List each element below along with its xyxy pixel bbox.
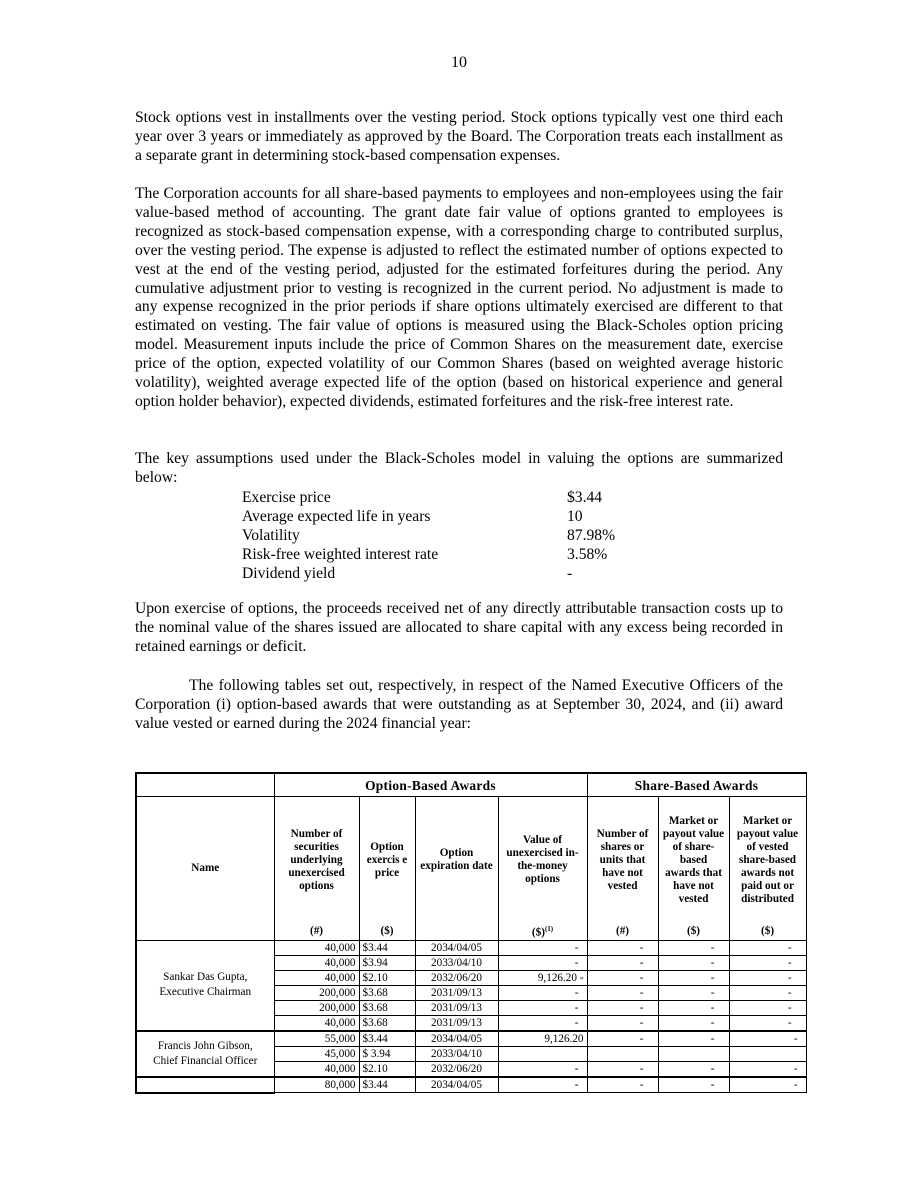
unit-market-unvested: ($): [658, 923, 729, 940]
group-header-blank: [136, 773, 274, 797]
cell-market-unvested: -: [658, 1077, 729, 1093]
cell-num-shares: [587, 1046, 658, 1061]
group-header-share-based: Share-Based Awards: [587, 773, 806, 797]
footnote-marker: (1): [544, 925, 554, 933]
cell-market-vested: -: [729, 970, 806, 985]
cell-option-price: $3.68: [359, 1015, 415, 1031]
cell-num-shares: -: [587, 1031, 658, 1047]
cell-option-price: $3.44: [359, 940, 415, 955]
unit-market-vested: ($): [729, 923, 806, 940]
cell-value-itm: -: [498, 1000, 587, 1015]
cell-value-itm: -: [498, 955, 587, 970]
paragraph-accounting: The Corporation accounts for all share-based payments to employees and non-employees using the fair value-based method of accounting. The grant date fair value of options granted to employees is recognized as stock-based compensation expense, with a corresponding charge to contributed surplus, over the vesting period. The expense is adjusted to reflect the estimated number of options expected to vest at the end of the vesting period, adjusted for the estimated forfeitures during the period. Any cumulative adjustment prior to vesting is recognized in the current period. No adjustment is made to any expense recognized in the prior periods if share options ultimately exercised are different to that estimated on vesting. The fair value of options is measured using the Black-Scholes option pricing model. Measurement inputs include the price of Common Shares on the measurement date, exercise price of the option, expected volatility of our Common Shares (based on weighted average historic volatility), weighted average expected life of the option (based on historical experience and general option holder behavior), expected dividends, estimated forfeitures and the risk-free interest rate.: [135, 185, 783, 410]
cell-option-price: $3.68: [359, 1000, 415, 1015]
assumptions-list: [242, 488, 667, 583]
paragraph-exercise-proceeds: Upon exercise of options, the proceeds received net of any directly attributable transaction costs up to the nominal value of the shares issued are allocated to share capital with any excess being recorded in retained earnings or deficit.: [135, 600, 783, 655]
cell-value-itm: -: [498, 940, 587, 955]
cell-market-unvested: -: [658, 1031, 729, 1047]
cell-market-vested: -: [729, 955, 806, 970]
cell-num-securities: 80,000: [274, 1077, 359, 1093]
cell-market-unvested: -: [658, 985, 729, 1000]
group-header-option-based: Option-Based Awards: [274, 773, 587, 797]
cell-num-shares: -: [587, 1061, 658, 1077]
cell-value-itm: -: [498, 1015, 587, 1031]
cell-market-unvested: -: [658, 940, 729, 955]
assumption-row: [242, 526, 667, 545]
cell-market-vested: -: [729, 985, 806, 1000]
table-row: [136, 1031, 806, 1047]
unit-option-price: ($): [359, 923, 415, 940]
page-number: 10: [451, 54, 467, 71]
assumption-row: [242, 545, 667, 564]
cell-option-price: $ 3.94: [359, 1046, 415, 1061]
column-header-market-unvested: Market or payout value of share-based awards that have not vested: [658, 797, 729, 924]
column-header-num-shares: Number of shares or units that have not vested: [587, 797, 658, 924]
assumption-row: [242, 488, 667, 507]
cell-num-securities: 40,000: [274, 1015, 359, 1031]
paragraph-tables-intro: The following tables set out, respectively, in respect of the Named Executive Officers of the Corporation (i) option-based awards that were outstanding as at September 30, 2024, and (ii) award value vested or earned during the 2024 financial year:: [135, 677, 783, 732]
cell-market-unvested: -: [658, 1000, 729, 1015]
cell-value-itm: -: [498, 1077, 587, 1093]
cell-option-price: $3.94: [359, 955, 415, 970]
officer-name-cell: [136, 1031, 274, 1077]
awards-table: [135, 772, 807, 1094]
cell-expiration: 2032/06/20: [415, 970, 498, 985]
unit-value-itm-text: ($): [531, 926, 545, 939]
cell-market-vested: [729, 1046, 806, 1061]
cell-num-securities: 200,000: [274, 1000, 359, 1015]
cell-market-vested: -: [729, 1015, 806, 1031]
cell-expiration: 2031/09/13: [415, 1000, 498, 1015]
cell-option-price: $3.68: [359, 985, 415, 1000]
cell-expiration: 2032/06/20: [415, 1061, 498, 1077]
cell-market-vested: -: [729, 1077, 806, 1093]
cell-option-price: $3.44: [359, 1031, 415, 1047]
cell-option-price: $3.44: [359, 1077, 415, 1093]
assumption-value: -: [567, 565, 573, 582]
assumption-label: Volatility: [242, 527, 300, 544]
assumption-value: 87.98%: [567, 527, 616, 544]
cell-market-vested: -: [729, 1061, 806, 1077]
assumption-label: Exercise price: [242, 489, 331, 506]
cell-value-itm: [498, 1046, 587, 1061]
column-header-market-vested: Market or payout value of vested share-based awards not paid out or distributed: [729, 797, 806, 924]
paragraph-vesting: Stock options vest in installments over the vesting period. Stock options typically vest one third each year over 3 years or immediately as approved by the Board. The Corporation treats each installment as a separate grant in determining stock-based compensation expenses.: [135, 109, 783, 164]
assumption-value: 3.58%: [567, 546, 608, 563]
cell-num-shares: -: [587, 970, 658, 985]
cell-expiration: 2033/04/10: [415, 1046, 498, 1061]
assumption-label: Average expected life in years: [242, 508, 431, 525]
officer-name-cell: [136, 940, 274, 1031]
cell-expiration: 2034/04/05: [415, 1077, 498, 1093]
cell-num-securities: 40,000: [274, 1061, 359, 1077]
cell-num-securities: 40,000: [274, 970, 359, 985]
cell-option-price: $2.10: [359, 970, 415, 985]
cell-expiration: 2031/09/13: [415, 1015, 498, 1031]
cell-expiration: 2033/04/10: [415, 955, 498, 970]
cell-num-shares: -: [587, 1015, 658, 1031]
assumption-label: Risk-free weighted interest rate: [242, 546, 439, 563]
cell-expiration: 2031/09/13: [415, 985, 498, 1000]
cell-option-price: $2.10: [359, 1061, 415, 1077]
officer-name: Sankar Das Gupta,: [163, 971, 248, 984]
unit-value-itm: [498, 923, 587, 940]
cell-market-unvested: -: [658, 955, 729, 970]
table-row: [136, 940, 806, 955]
table-row: [136, 1077, 806, 1093]
cell-num-shares: -: [587, 940, 658, 955]
cell-expiration: 2034/04/05: [415, 940, 498, 955]
cell-market-vested: -: [729, 940, 806, 955]
cell-expiration: 2034/04/05: [415, 1031, 498, 1047]
officer-name-cell: [136, 1077, 274, 1093]
assumption-label: Dividend yield: [242, 565, 336, 582]
column-header-name: Name: [136, 797, 274, 941]
cell-market-vested: -: [729, 1031, 806, 1047]
cell-num-shares: -: [587, 955, 658, 970]
cell-market-unvested: -: [658, 1061, 729, 1077]
cell-market-unvested: -: [658, 970, 729, 985]
cell-num-shares: -: [587, 1077, 658, 1093]
column-header-option-price: Option exercis e price: [359, 797, 415, 924]
unit-num-shares: (#): [587, 923, 658, 940]
cell-num-securities: 40,000: [274, 940, 359, 955]
officer-title: Chief Financial Officer: [153, 1054, 258, 1067]
assumption-row: [242, 507, 667, 526]
cell-market-unvested: [658, 1046, 729, 1061]
officer-name: Francis John Gibson,: [157, 1039, 253, 1052]
cell-num-securities: 40,000: [274, 955, 359, 970]
cell-market-unvested: -: [658, 1015, 729, 1031]
assumption-value: 10: [567, 508, 583, 525]
cell-value-itm: 9,126.20: [498, 1031, 587, 1047]
unit-expiration: [415, 923, 498, 940]
unit-num-securities: (#): [274, 923, 359, 940]
column-header-value-itm: Value of unexercised in-the-money options: [498, 797, 587, 924]
cell-num-shares: -: [587, 1000, 658, 1015]
column-header-expiration: Option expiration date: [415, 797, 498, 924]
cell-value-itm: -: [498, 985, 587, 1000]
paragraph-assumptions-intro: The key assumptions used under the Black-Scholes model in valuing the options are summarized below:: [135, 450, 783, 486]
cell-num-securities: 55,000: [274, 1031, 359, 1047]
cell-num-shares: -: [587, 985, 658, 1000]
officer-title: Executive Chairman: [159, 986, 252, 999]
cell-value-itm: -: [498, 1061, 587, 1077]
cell-value-itm: 9,126.20 -: [498, 970, 587, 985]
assumption-value: $3.44: [567, 489, 603, 506]
cell-market-vested: -: [729, 1000, 806, 1015]
assumption-row: [242, 564, 667, 583]
cell-num-securities: 45,000: [274, 1046, 359, 1061]
column-header-num-securities: Number of securities underlying unexercised options: [274, 797, 359, 924]
cell-num-securities: 200,000: [274, 985, 359, 1000]
